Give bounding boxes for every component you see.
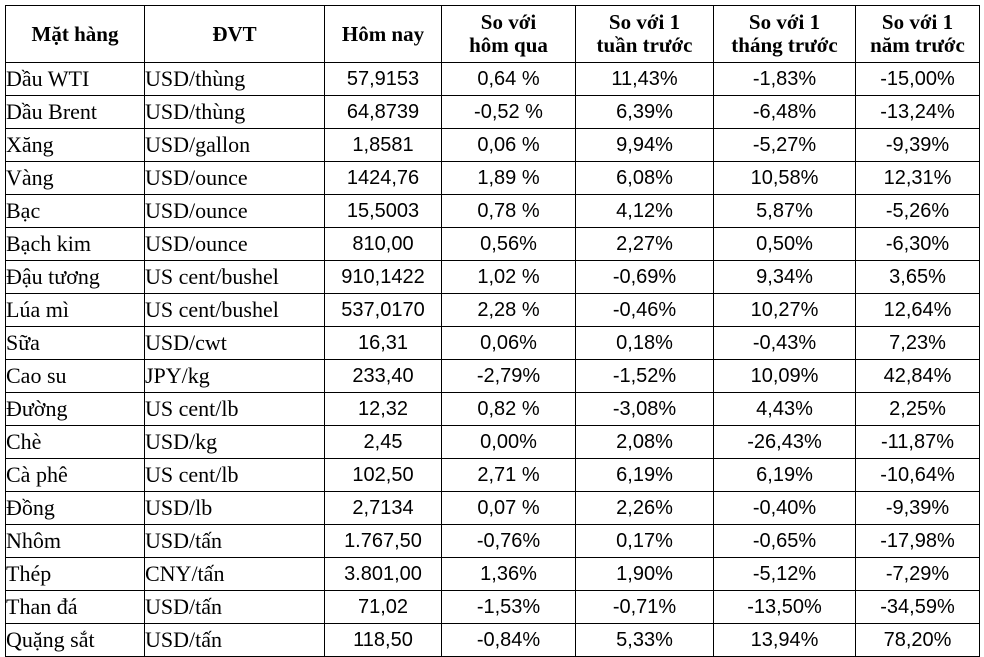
cell-vs-week: 5,33% xyxy=(576,624,714,657)
cell-vs-week: 6,19% xyxy=(576,459,714,492)
cell-unit: USD/thùng xyxy=(145,96,325,129)
header-vs-week: So với 1 tuần trước xyxy=(576,6,714,63)
cell-item: Chè xyxy=(6,426,145,459)
cell-vs-year: 2,25% xyxy=(856,393,980,426)
cell-vs-month: -0,40% xyxy=(714,492,856,525)
cell-vs-yesterday: 0,78 % xyxy=(442,195,576,228)
table-body xyxy=(6,63,980,657)
cell-item: Bạc xyxy=(6,195,145,228)
cell-vs-year: -17,98% xyxy=(856,525,980,558)
cell-vs-month: -5,12% xyxy=(714,558,856,591)
cell-vs-month: -13,50% xyxy=(714,591,856,624)
header-vs-month: So với 1 tháng trước xyxy=(714,6,856,63)
table-row xyxy=(6,492,980,525)
cell-unit: US cent/lb xyxy=(145,459,325,492)
cell-vs-year: -13,24% xyxy=(856,96,980,129)
cell-item: Lúa mì xyxy=(6,294,145,327)
cell-vs-month: 6,19% xyxy=(714,459,856,492)
cell-vs-week: 6,39% xyxy=(576,96,714,129)
header-vs-year: So với 1 năm trước xyxy=(856,6,980,63)
cell-today: 71,02 xyxy=(325,591,442,624)
cell-today: 102,50 xyxy=(325,459,442,492)
cell-today: 64,8739 xyxy=(325,96,442,129)
cell-item: Vàng xyxy=(6,162,145,195)
cell-vs-yesterday: 1,89 % xyxy=(442,162,576,195)
table-row xyxy=(6,558,980,591)
table-row xyxy=(6,591,980,624)
table-row xyxy=(6,393,980,426)
cell-today: 57,9153 xyxy=(325,63,442,96)
cell-vs-year: 7,23% xyxy=(856,327,980,360)
cell-vs-year: -7,29% xyxy=(856,558,980,591)
cell-vs-week: -3,08% xyxy=(576,393,714,426)
cell-vs-yesterday: 0,82 % xyxy=(442,393,576,426)
cell-unit: CNY/tấn xyxy=(145,558,325,591)
cell-vs-week: 2,08% xyxy=(576,426,714,459)
cell-vs-year: -9,39% xyxy=(856,129,980,162)
cell-vs-yesterday: -1,53% xyxy=(442,591,576,624)
cell-vs-year: 12,31% xyxy=(856,162,980,195)
cell-vs-week: 0,17% xyxy=(576,525,714,558)
cell-unit: USD/kg xyxy=(145,426,325,459)
cell-vs-week: 1,90% xyxy=(576,558,714,591)
cell-item: Dầu WTI xyxy=(6,63,145,96)
cell-vs-month: 0,50% xyxy=(714,228,856,261)
cell-today: 15,5003 xyxy=(325,195,442,228)
cell-vs-year: -11,87% xyxy=(856,426,980,459)
cell-vs-week: -0,46% xyxy=(576,294,714,327)
cell-vs-yesterday: 0,06% xyxy=(442,327,576,360)
cell-vs-yesterday: 2,28 % xyxy=(442,294,576,327)
header-vs-yesterday: So với hôm qua xyxy=(442,6,576,63)
cell-item: Thép xyxy=(6,558,145,591)
cell-vs-yesterday: 0,06 % xyxy=(442,129,576,162)
cell-vs-month: -26,43% xyxy=(714,426,856,459)
cell-vs-yesterday: 0,64 % xyxy=(442,63,576,96)
table-row xyxy=(6,327,980,360)
cell-today: 2,45 xyxy=(325,426,442,459)
cell-item: Đồng xyxy=(6,492,145,525)
cell-today: 2,7134 xyxy=(325,492,442,525)
cell-vs-week: 4,12% xyxy=(576,195,714,228)
table-row xyxy=(6,63,980,96)
cell-vs-yesterday: -0,84% xyxy=(442,624,576,657)
cell-vs-week: -0,71% xyxy=(576,591,714,624)
header-row xyxy=(6,6,980,63)
cell-vs-year: -5,26% xyxy=(856,195,980,228)
cell-vs-month: -6,48% xyxy=(714,96,856,129)
cell-vs-yesterday: 1,02 % xyxy=(442,261,576,294)
header-unit: ĐVT xyxy=(145,6,325,63)
cell-vs-week: 2,27% xyxy=(576,228,714,261)
cell-vs-yesterday: 0,07 % xyxy=(442,492,576,525)
cell-today: 910,1422 xyxy=(325,261,442,294)
table-row xyxy=(6,294,980,327)
cell-vs-month: -0,43% xyxy=(714,327,856,360)
cell-vs-month: -5,27% xyxy=(714,129,856,162)
cell-item: Sữa xyxy=(6,327,145,360)
cell-item: Đậu tương xyxy=(6,261,145,294)
cell-unit: USD/lb xyxy=(145,492,325,525)
cell-vs-month: -1,83% xyxy=(714,63,856,96)
cell-today: 16,31 xyxy=(325,327,442,360)
cell-unit: US cent/bushel xyxy=(145,261,325,294)
cell-item: Dầu Brent xyxy=(6,96,145,129)
cell-vs-yesterday: -2,79% xyxy=(442,360,576,393)
cell-vs-year: -15,00% xyxy=(856,63,980,96)
cell-vs-week: -1,52% xyxy=(576,360,714,393)
cell-vs-month: 4,43% xyxy=(714,393,856,426)
cell-today: 12,32 xyxy=(325,393,442,426)
table-row xyxy=(6,426,980,459)
cell-vs-year: 12,64% xyxy=(856,294,980,327)
cell-vs-week: 2,26% xyxy=(576,492,714,525)
cell-today: 1,8581 xyxy=(325,129,442,162)
cell-vs-yesterday: -0,76% xyxy=(442,525,576,558)
cell-vs-year: -10,64% xyxy=(856,459,980,492)
table-row xyxy=(6,162,980,195)
cell-vs-week: 0,18% xyxy=(576,327,714,360)
cell-vs-yesterday: 2,71 % xyxy=(442,459,576,492)
cell-unit: USD/tấn xyxy=(145,525,325,558)
table-row xyxy=(6,261,980,294)
cell-vs-month: 10,09% xyxy=(714,360,856,393)
cell-vs-year: -9,39% xyxy=(856,492,980,525)
cell-unit: USD/ounce xyxy=(145,228,325,261)
cell-unit: USD/cwt xyxy=(145,327,325,360)
cell-vs-month: 10,58% xyxy=(714,162,856,195)
cell-vs-yesterday: 0,00% xyxy=(442,426,576,459)
cell-unit: USD/tấn xyxy=(145,591,325,624)
cell-item: Quặng sắt xyxy=(6,624,145,657)
cell-today: 233,40 xyxy=(325,360,442,393)
table-row xyxy=(6,459,980,492)
cell-vs-week: -0,69% xyxy=(576,261,714,294)
cell-vs-month: -0,65% xyxy=(714,525,856,558)
cell-unit: USD/ounce xyxy=(145,162,325,195)
table-row xyxy=(6,525,980,558)
cell-vs-week: 11,43% xyxy=(576,63,714,96)
cell-item: Xăng xyxy=(6,129,145,162)
cell-vs-yesterday: -0,52 % xyxy=(442,96,576,129)
cell-vs-week: 9,94% xyxy=(576,129,714,162)
cell-unit: USD/tấn xyxy=(145,624,325,657)
cell-item: Cà phê xyxy=(6,459,145,492)
cell-vs-year: 42,84% xyxy=(856,360,980,393)
cell-vs-month: 5,87% xyxy=(714,195,856,228)
table-row xyxy=(6,195,980,228)
cell-vs-yesterday: 1,36% xyxy=(442,558,576,591)
cell-today: 1424,76 xyxy=(325,162,442,195)
cell-unit: USD/gallon xyxy=(145,129,325,162)
table-row xyxy=(6,228,980,261)
cell-today: 537,0170 xyxy=(325,294,442,327)
header-today: Hôm nay xyxy=(325,6,442,63)
cell-unit: US cent/bushel xyxy=(145,294,325,327)
cell-vs-month: 9,34% xyxy=(714,261,856,294)
cell-item: Nhôm xyxy=(6,525,145,558)
cell-today: 3.801,00 xyxy=(325,558,442,591)
cell-item: Than đá xyxy=(6,591,145,624)
cell-today: 1.767,50 xyxy=(325,525,442,558)
cell-item: Đường xyxy=(6,393,145,426)
cell-unit: JPY/kg xyxy=(145,360,325,393)
cell-today: 118,50 xyxy=(325,624,442,657)
header-item: Mặt hàng xyxy=(6,6,145,63)
table-row xyxy=(6,624,980,657)
cell-vs-year: 3,65% xyxy=(856,261,980,294)
cell-vs-week: 6,08% xyxy=(576,162,714,195)
cell-today: 810,00 xyxy=(325,228,442,261)
cell-vs-year: -34,59% xyxy=(856,591,980,624)
cell-vs-yesterday: 0,56% xyxy=(442,228,576,261)
cell-vs-year: -6,30% xyxy=(856,228,980,261)
table-header xyxy=(6,6,980,63)
cell-item: Bạch kim xyxy=(6,228,145,261)
cell-vs-month: 10,27% xyxy=(714,294,856,327)
table-row xyxy=(6,360,980,393)
cell-vs-year: 78,20% xyxy=(856,624,980,657)
cell-vs-month: 13,94% xyxy=(714,624,856,657)
commodity-price-table xyxy=(5,5,980,657)
cell-unit: USD/thùng xyxy=(145,63,325,96)
cell-item: Cao su xyxy=(6,360,145,393)
cell-unit: USD/ounce xyxy=(145,195,325,228)
table-row xyxy=(6,129,980,162)
cell-unit: US cent/lb xyxy=(145,393,325,426)
table-row xyxy=(6,96,980,129)
